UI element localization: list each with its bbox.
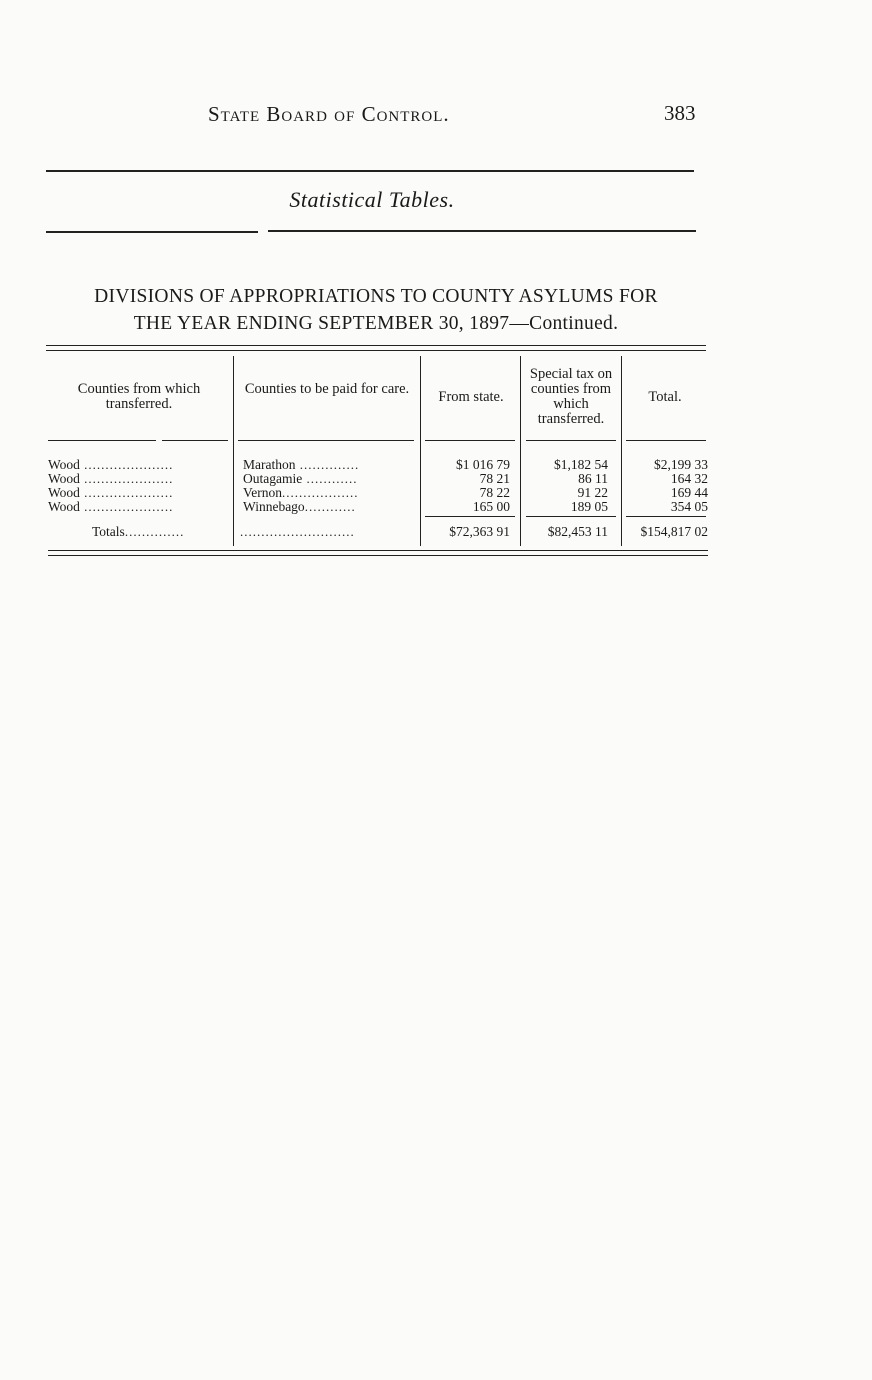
dot-leader: .............. xyxy=(295,457,360,472)
column-header-to: Counties to be paid for care. xyxy=(244,381,410,397)
dot-leader: ........................... xyxy=(240,524,355,539)
column-header-special-tax: Special tax on counties from which transferred. xyxy=(529,366,613,427)
total-value: 354 05 xyxy=(670,499,708,514)
column-divider xyxy=(233,356,234,546)
dot-leader: .............. xyxy=(124,524,185,539)
section-rule-right xyxy=(268,230,696,232)
to-county: Winnebago xyxy=(243,499,305,514)
page-number: 383 xyxy=(664,101,696,125)
dot-leader: ..................... xyxy=(79,471,174,486)
header-underline xyxy=(162,440,228,441)
totals-underline xyxy=(526,516,616,517)
column-divider xyxy=(520,356,521,546)
dot-leader: ............ xyxy=(304,499,356,514)
to-county: Outagamie xyxy=(243,471,303,486)
total-value: $2,199 33 xyxy=(654,457,708,472)
special-tax-value: 189 05 xyxy=(570,499,608,514)
from-state-value: 78 22 xyxy=(479,485,510,500)
running-title: State Board of Control. xyxy=(208,102,450,126)
totals-underline xyxy=(626,516,706,517)
header-underline xyxy=(425,440,515,441)
totals-from-state: $72,363 91 xyxy=(449,524,510,539)
table-title-line-2: THE YEAR ENDING SEPTEMBER 30, 1897—Continued. xyxy=(133,313,619,334)
header-underline xyxy=(238,440,414,441)
column-divider xyxy=(621,356,622,546)
dot-leader: ............ xyxy=(302,471,358,486)
special-tax-value: $1,182 54 xyxy=(554,457,608,472)
dot-leader: ..................... xyxy=(79,499,174,514)
section-title: Statistical Tables. xyxy=(289,187,455,212)
totals-underline xyxy=(425,516,515,517)
from-county: Wood xyxy=(48,471,80,486)
section-rule-left xyxy=(46,231,258,233)
special-tax-value: 91 22 xyxy=(577,485,608,500)
total-value: 169 44 xyxy=(670,485,708,500)
dot-leader: ..................... xyxy=(79,457,174,472)
from-county: Wood xyxy=(48,485,80,500)
table-title xyxy=(44,283,708,337)
column-header-total: Total. xyxy=(648,389,682,405)
dot-leader: ..................... xyxy=(79,485,174,500)
header-underline xyxy=(48,440,156,441)
header-underline xyxy=(626,440,706,441)
special-tax-value: 86 11 xyxy=(578,471,608,486)
table-title-line-1: DIVISIONS OF APPROPRIATIONS TO COUNTY ASYLUMS FOR xyxy=(94,286,658,307)
to-county: Vernon xyxy=(243,485,282,500)
totals-total: $154,817 02 xyxy=(640,524,708,539)
table-bottom-rule xyxy=(48,550,708,556)
totals-label: Totals xyxy=(92,524,125,539)
table-top-rule xyxy=(46,345,706,351)
from-state-value: 78 21 xyxy=(479,471,510,486)
column-divider xyxy=(420,356,421,546)
from-state-value: $1 016 79 xyxy=(456,457,510,472)
column-header-from: Counties from which transferred. xyxy=(77,381,201,412)
header-rule xyxy=(46,170,694,172)
totals-special-tax: $82,453 11 xyxy=(547,524,608,539)
from-county: Wood xyxy=(48,457,80,472)
to-county: Marathon xyxy=(243,457,296,472)
header-underline xyxy=(526,440,616,441)
total-value: 164 32 xyxy=(670,471,708,486)
from-county: Wood xyxy=(48,499,80,514)
column-header-from-state: From state. xyxy=(438,389,504,405)
dot-leader: .................. xyxy=(282,485,359,500)
from-state-value: 165 00 xyxy=(472,499,510,514)
